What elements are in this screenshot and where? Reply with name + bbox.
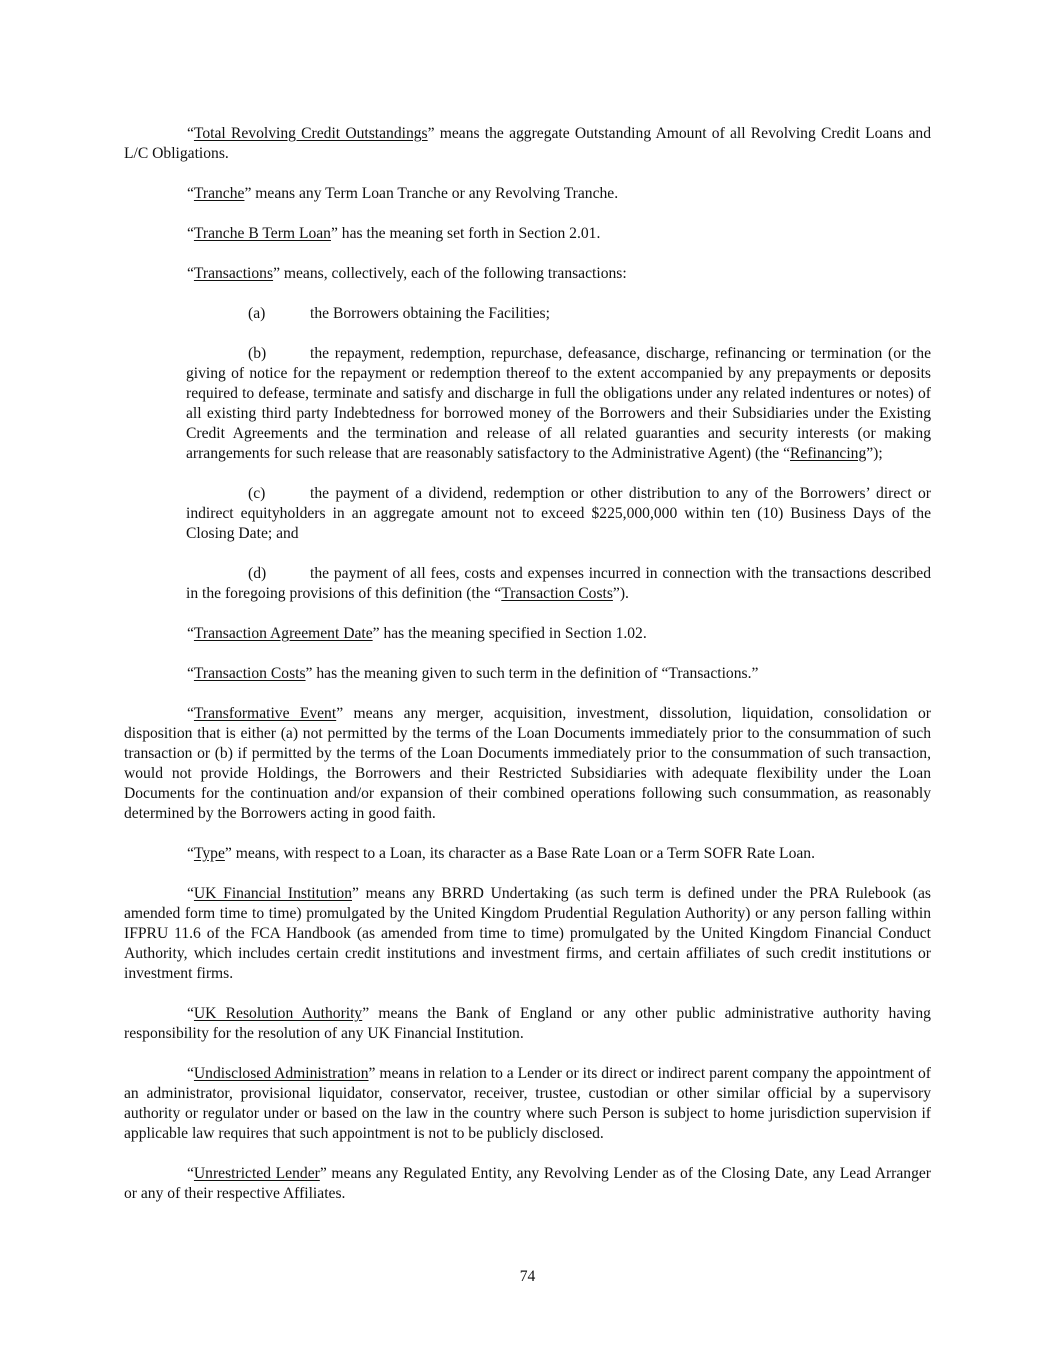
definition-text: has the meaning specified in Section 1.02. (379, 625, 647, 642)
definition-uk-resolution-authority: “UK Resolution Authority” means the Bank of England or any other public administrative authority having responsibility for the resolution of any UK Financial Institution. (124, 1005, 931, 1042)
item-text: the payment of a dividend, redemption or other distribution to any of the Borrowers’ direct or indirect equityholders in an aggregate amount not to exceed $225,000,000 within ten (10) Business Days of the Closing Date; and (186, 485, 931, 542)
definition-text: means any Regulated Entity, any Revolving Lender as of the Closing Date, any Lead Arranger or any of their respective Affiliates. (124, 1165, 931, 1202)
transactions-item-c (186, 484, 931, 544)
transactions-item-b: (b) the repayment, redemption, repurchase, defeasance, discharge, refinancing or termination (or the giving of notice for the repayment or redemption thereof to the extent accompanied by any prepayments or deposits required to defease, terminate and satisfy and discharge in full the obligations under any related indentures or notes) of all existing third party Indebtedness for borrowed money of the Borrowers and their Subsidiaries under the Existing Credit Agreements and the termination and release of all related guaranties and security interests (or making arrangements for such release that are reasonably satisfactory to the Administrative Agent) (the “Refinancing”); (186, 345, 931, 462)
definition-text: has the meaning given to such term in the definition of “Transactions.” (312, 665, 759, 682)
defined-term: Unrestricted Lender (193, 1165, 320, 1182)
defined-term: Transformative Event (193, 705, 337, 722)
page-number: 74 (519, 1268, 536, 1285)
definition-transformative-event: “Transformative Event” means any merger, acquisition, investment, dissolution, liquidation, consolidation or disposition that is either (a) not permitted by the terms of the Loan Documents immediately prior to the consummation of such transaction or (b) if permitted by the terms of the Loan Documents immediately prior to the consummation of such transaction, would not provide Holdings, the Borrowers and their Restricted Subsidiaries with adequate flexibility under the Loan Documents for the continuation and/or expansion of their combined operations following such consummation, as reasonably determined by the Borrowers acting in good faith. (124, 705, 932, 822)
transactions-item-a (186, 304, 931, 324)
definition-text: means any BRRD Undertaking (as such term is defined under the PRA Rulebook (as amended form time to time) promulgated by the United Kingdom Prudential Regulation Authority) or any person falling within IFPRU 11.6 of the FCA Handbook (as amended from time to time) promulgated by the United Kingdom Financial Conduct Authority, which includes certain credit institutions and investment firms, and certain affiliates of such credit institutions or investment firms. (124, 885, 931, 982)
definition-uk-financial-institution: “UK Financial Institution” means any BRRD Undertaking (as such term is defined under the PRA Rulebook (as amended form time to time) promulgated by the United Kingdom Prudential Regulation Authority) or any person falling within IFPRU 11.6 of the FCA Handbook (as amended from time to time) promulgated by the United Kingdom Financial Conduct Authority, which includes certain credit institutions and investment firms, and certain affiliates of such credit institutions or investment firms. (124, 885, 931, 982)
item-label: (b) (248, 345, 267, 362)
definition-unrestricted-lender: “Unrestricted Lender” means any Regulated Entity, any Revolving Lender as of the Closing Date, any Lead Arranger or any of their respective Affiliates. (124, 1165, 931, 1202)
definition-text: means any Term Loan Tranche or any Revolving Tranche. (251, 185, 619, 202)
defined-term: Undisclosed Administration (193, 1065, 369, 1082)
item-text: the Borrowers obtaining the Facilities; (310, 305, 550, 322)
defined-term: Transactions (193, 265, 274, 282)
defined-term: UK Financial Institution (193, 885, 353, 902)
definition-text: means any merger, acquisition, investment, dissolution, liquidation, consolidation or disposition that is either (a) not permitted by the terms of the Loan Documents immediately prior to the consummation of such transaction or (b) if permitted by the terms of the Loan Documents immediately prior to the consummation of such transaction, would not provide Holdings, the Borrowers and their Restricted Subsidiaries with adequate flexibility under the Loan Documents for the continuation and/or expansion of their combined operations following such consummation, as reasonably determined by the Borrowers acting in good faith. (124, 705, 932, 822)
defined-term: Total Revolving Credit Outstandings (193, 125, 428, 142)
definition-text: means, collectively, each of the following transactions: (279, 265, 627, 282)
definition-transaction-costs: “Transaction Costs” has the meaning given to such term in the definition of “Transactions.” (187, 665, 759, 682)
definition-text: means, with respect to a Loan, its character as a Base Rate Loan or a Term SOFR Rate Loan. (231, 845, 815, 862)
item-label: (c) (248, 485, 266, 502)
definition-tranche-b-term-loan: “Tranche B Term Loan” has the meaning set forth in Section 2.01. (187, 225, 601, 242)
item-text: the payment of all fees, costs and expenses incurred in connection with the transactions described in the foregoing provisions of this definition (the “ (186, 565, 931, 602)
definition-undisclosed-administration: “Undisclosed Administration” means in relation to a Lender or its direct or indirect parent company the appointment of an administrator, provisional liquidator, conservator, receiver, trustee, custodian or other similar official by a supervisory authority or regulator under or based on the law in the country where such Person is subject to home jurisdiction supervision if applicable law requires that such appointment is not to be publicly disclosed. (124, 1065, 932, 1142)
item-label: (a) (248, 305, 266, 322)
item-label: (d) (248, 565, 267, 582)
document-page (124, 124, 931, 1224)
definition-text: means the aggregate Outstanding Amount of all Revolving Credit Loans and L/C Obligations. (124, 125, 931, 162)
defined-term: Tranche B Term Loan (193, 225, 331, 242)
defined-term: Refinancing (790, 445, 867, 462)
transactions-item-d: (d) the payment of all fees, costs and expenses incurred in connection with the transactions described in the foregoing provisions of this definition (the “Transaction Costs”). (186, 565, 931, 602)
definition-type: “Type” means, with respect to a Loan, its character as a Base Rate Loan or a Term SOFR Rate Loan. (187, 845, 815, 862)
definition-text: has the meaning set forth in Section 2.01. (337, 225, 601, 242)
defined-term: UK Resolution Authority (193, 1005, 363, 1022)
defined-term: Transaction Costs (193, 665, 306, 682)
defined-term: Transaction Agreement Date (193, 625, 373, 642)
defined-term: Tranche (193, 185, 245, 202)
defined-term: Transaction Costs (501, 585, 613, 602)
definition-tranche: “Tranche” means any Term Loan Tranche or any Revolving Tranche. (187, 185, 619, 202)
item-text: the repayment, redemption, repurchase, defeasance, discharge, refinancing or termination (or the giving of notice for the repayment or redemption thereof to the extent accompanied by any prepayments or deposits required to defease, terminate and satisfy and discharge in full the obligations under any related indentures or notes) of all existing third party Indebtedness for borrowed money of the Borrowers and their Subsidiaries under the Existing Credit Agreements and the termination and release of all related guaranties and security interests (or making arrangements for such release that are reasonably satisfactory to the Administrative Agent) (the “ (186, 345, 931, 462)
definition-total-revolving-credit-outstandings: “Total Revolving Credit Outstandings” means the aggregate Outstanding Amount of all Revolving Credit Loans and L/C Obligations. (124, 125, 931, 162)
defined-term: Type (193, 845, 225, 862)
definition-text: means the Bank of England or any other public administrative authority having responsibility for the resolution of any UK Financial Institution. (124, 1005, 931, 1042)
definition-transactions: “Transactions” means, collectively, each of the following transactions: (187, 265, 627, 282)
definition-text: means in relation to a Lender or its direct or indirect parent company the appointment of an administrator, provisional liquidator, conservator, receiver, trustee, custodian or other similar official by a supervisory authority or regulator under or based on the law in the country where such Person is subject to home jurisdiction supervision if applicable law requires that such appointment is not to be publicly disclosed. (124, 1065, 932, 1142)
definition-transaction-agreement-date: “Transaction Agreement Date” has the meaning specified in Section 1.02. (187, 625, 647, 642)
